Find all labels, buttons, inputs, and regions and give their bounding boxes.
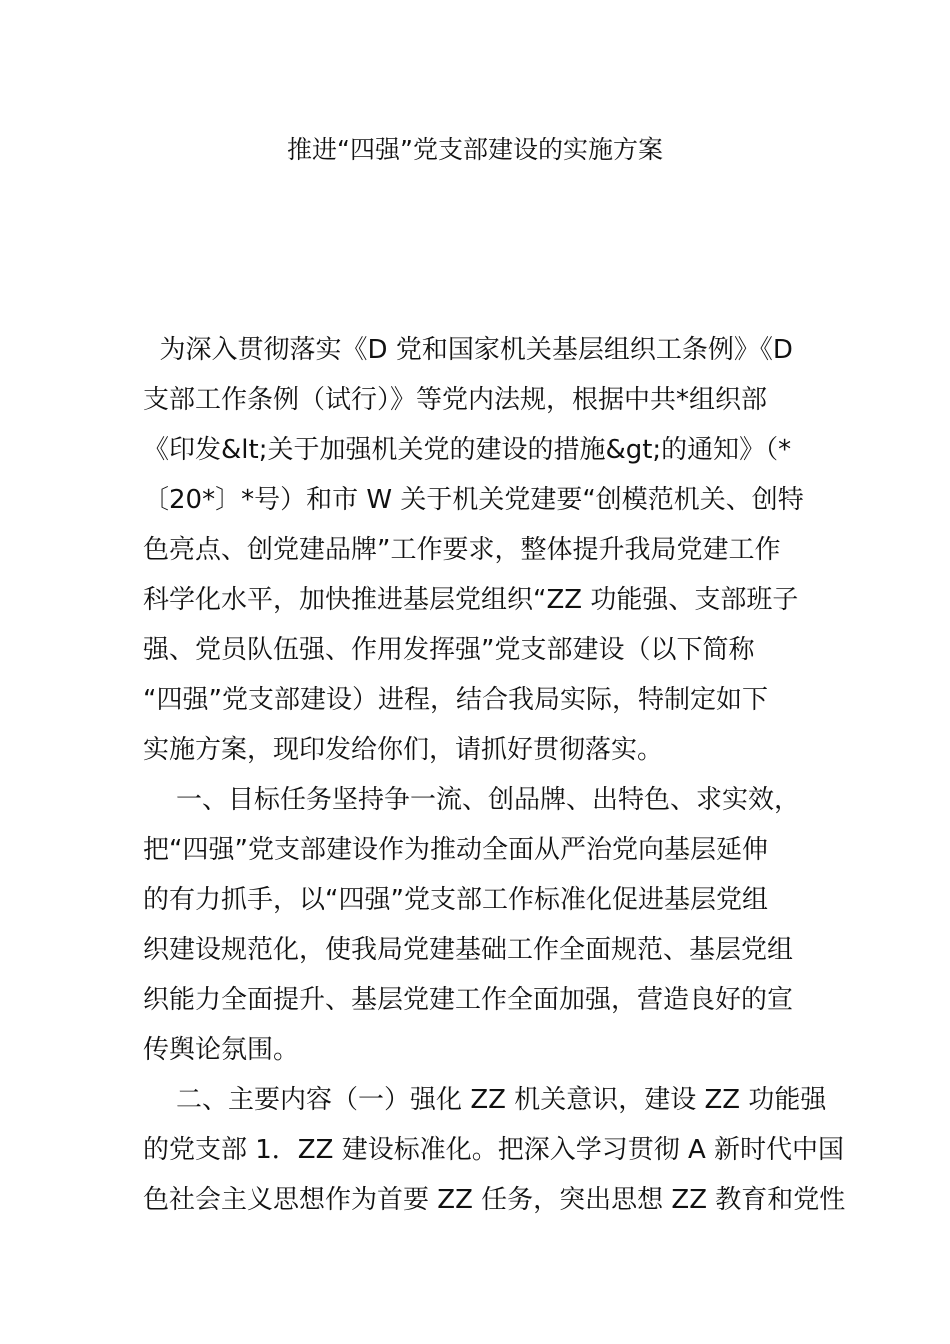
document-title: 推进“四强”党支部建设的实施方案 <box>287 135 663 164</box>
body-line: 的党支部 1．ZZ 建设标准化。把深入学习贯彻 A 新时代中国 <box>143 1135 845 1165</box>
body-line: 色亮点、创党建品牌”工作要求，整体提升我局党建工作 <box>143 535 781 565</box>
body-line: 《印发&lt;关于加强机关党的建设的措施&gt;的通知》（* <box>143 435 792 465</box>
body-line: 织能力全面提升、基层党建工作全面加强，营造良好的宣 <box>143 985 794 1015</box>
body-line: 二、主要内容（一）强化 ZZ 机关意识，建设 ZZ 功能强 <box>143 1085 827 1115</box>
body-line: 实施方案，现印发给你们，请抓好贯彻落实。 <box>143 735 664 765</box>
body-line: 支部工作条例（试行）》等党内法规，根据中共*组织部 <box>143 385 768 415</box>
document-body <box>143 325 846 1225</box>
body-line: 科学化水平，加快推进基层党组织“ZZ 功能强、支部班子 <box>143 585 799 615</box>
body-line: 色社会主义思想作为首要 ZZ 任务，突出思想 ZZ 教育和党性 <box>143 1185 846 1215</box>
body-line: “四强”党支部建设）进程，结合我局实际，特制定如下 <box>143 685 768 715</box>
body-line: 为深入贯彻落实《D 党和国家机关基层组织工条例》《D <box>143 335 793 365</box>
body-line: 一、目标任务坚持争一流、创品牌、出特色、求实效， <box>143 785 801 815</box>
body-line: 强、党员队伍强、作用发挥强”党支部建设（以下简称 <box>143 635 755 665</box>
body-line: 把“四强”党支部建设作为推动全面从严治党向基层延伸 <box>143 835 768 865</box>
body-line: 织建设规范化，使我局党建基础工作全面规范、基层党组 <box>143 935 794 965</box>
body-line: 〔20*〕*号）和市 W 关于机关党建要“创模范机关、创特 <box>143 485 804 515</box>
body-line: 的有力抓手，以“四强”党支部工作标准化促进基层党组 <box>143 885 768 915</box>
body-line: 传舆论氛围。 <box>143 1035 300 1065</box>
